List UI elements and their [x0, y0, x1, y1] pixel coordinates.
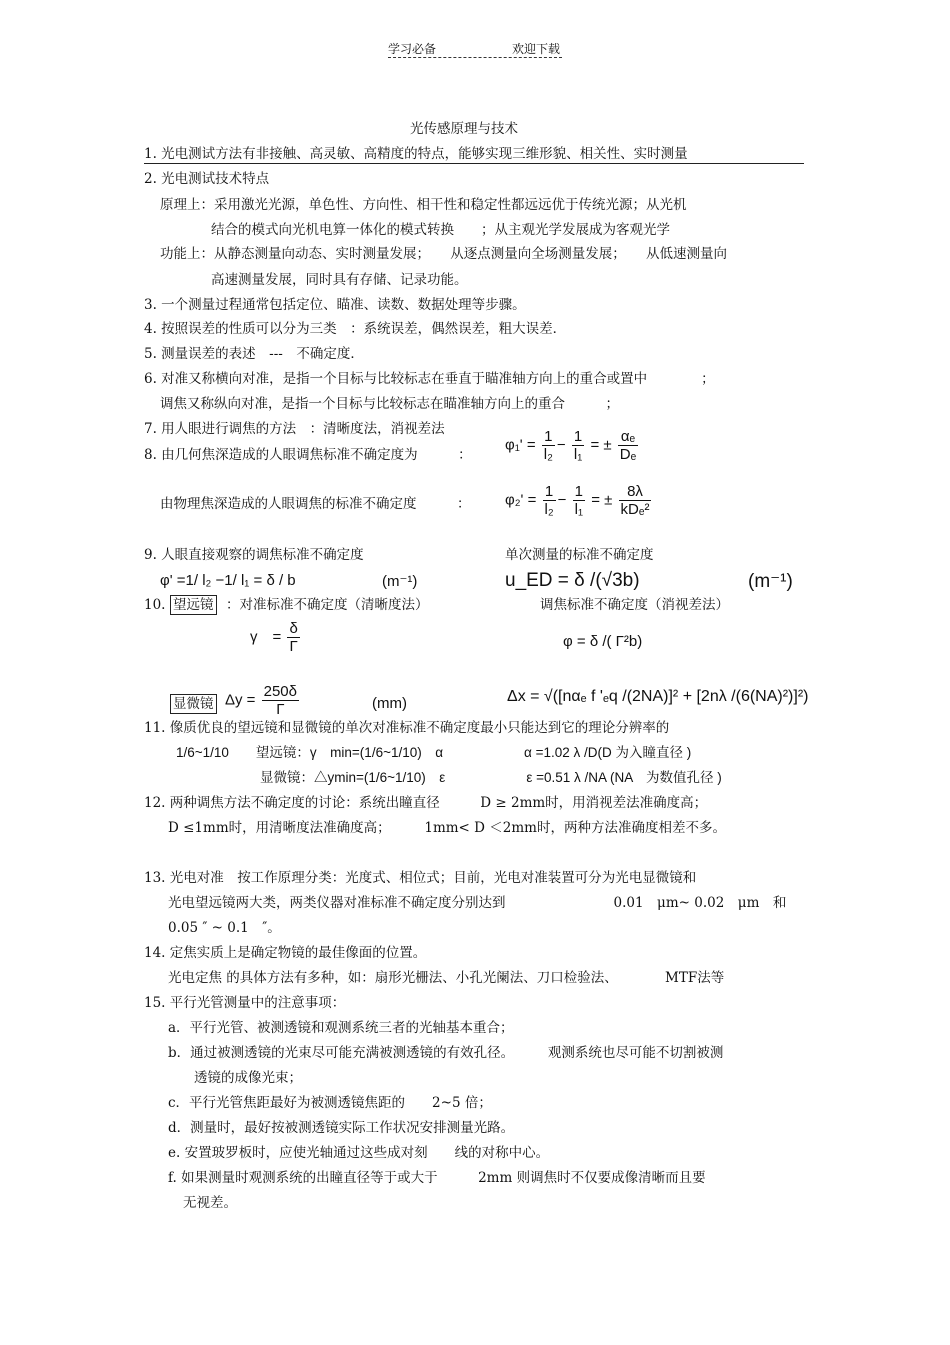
header-left: 学习必备 — [388, 42, 437, 56]
formula-9a-unit: (m⁻¹) — [382, 573, 418, 590]
formula-9b: u_ED = δ /(√3b) — [505, 570, 640, 591]
item-15b: b．通过被测透镜的光束尽可能充满被测透镜的有效孔径。 观测系统也尽可能不切割被测 — [168, 1045, 724, 1061]
item-1: 1. 光电测试方法有非接触、高灵敏、高精度的特点，能够实现三维形貌、相关性、实时测量 — [144, 145, 804, 164]
item-6a: 6. 对准又称横向对准，是指一个目标与比较标志在垂直于瞄准轴方向上的重合或置中 ； — [144, 371, 715, 387]
item-15c: c．平行光管焦距最好为被测透镜焦距的 2~5 倍； — [168, 1095, 492, 1111]
item-7: 7. 用人眼进行调焦的方法 ：清晰度法，消视差法 — [144, 421, 445, 437]
item-11-telescope: 1/6~1/10 望远镜：γ min=(1/6~1/10) α α =1.02 λ /D(D 为入瞳直径 ) — [176, 745, 692, 760]
item-11-microscope: 显微镜：△ymin=(1/6~1/10) ε ε =0.51 λ /NA (NA 为数值孔径 ) — [260, 770, 722, 785]
page-title: 光传感原理与技术 — [410, 121, 518, 137]
formula-10c: Δy = $\frac{250\delta}{\Gamma}$ — [225, 683, 298, 718]
item-15: 15. 平行光管测量中的注意事项： — [144, 995, 346, 1011]
formula-8a: φ₁' = $\frac{1}{\text{l₂}}$ − $\frac{1}{\text{l₁}}$ = ± $\frac{\text{αₑ}}{\text{Dₑ}}$ — [505, 428, 637, 463]
item-2-function-cont: 高速测量发展，同时具有存储、记录功能。 — [211, 272, 468, 288]
item-10-num: 10. — [144, 597, 166, 613]
label-microscope: 显微镜 — [170, 694, 217, 714]
item-15a: a．平行光管、被测透镜和观测系统三者的光轴基本重合； — [168, 1020, 514, 1036]
item-2-principle: 原理上：采用激光光源，单色性、方向性、相干性和稳定性都远远优于传统光源；从光机 — [160, 197, 687, 213]
header-right: 欢迎下载 — [512, 42, 561, 56]
item-6b: 调焦又称纵向对准，是指一个目标与比较标志在瞄准轴方向上的重合 ； — [160, 396, 619, 412]
item-15e: e. 安置玻罗板时，应使光轴通过这些成对刻 线的对称中心。 — [168, 1145, 550, 1161]
item-13b: 光电望远镜两大类，两类仪器对准标准不确定度分别达到 0.01 μm~ 0.02 μm 和 — [168, 895, 787, 911]
formula-10d: Δx = √([nαₑ f 'ₑq /(2NA)]² + [2nλ /(6(NA)²)]²) — [507, 688, 809, 705]
item-13c: 0.05 ″ ~ 0.1 ″。 — [168, 920, 281, 936]
item-10-focus: 调焦标准不确定度（消视差法） — [540, 597, 729, 613]
item-9a: 9. 人眼直接观察的调焦标准不确定度 — [144, 547, 364, 563]
item-10-align: ：对准标准不确定度（清晰度法） — [226, 597, 429, 613]
formula-10b: φ = δ /( Γ²b) — [563, 633, 643, 650]
item-3: 3. 一个测量过程通常包括定位、瞄准、读数、数据处理等步骤。 — [144, 297, 526, 313]
formula-10a: γ = $\frac{\delta}{\Gamma}$ — [250, 620, 298, 655]
item-15f-cont: 无视差。 — [183, 1195, 237, 1211]
item-2-function: 功能上：从静态测量向动态、实时测量发展； 从逐点测量向全场测量发展； 从低速测量向 — [160, 246, 727, 262]
formula-9b-unit: (m⁻¹) — [748, 571, 793, 592]
item-15d: d．测量时，最好按被测透镜实际工作状况安排测量光路。 — [168, 1120, 515, 1136]
formula-8b: φ₂' = $\frac{1}{\text{l₂}}$ − $\frac{1}{\text{l₁}}$ = ± $\frac{8\lambda}{\text{kDₑ²}}$ — [505, 483, 650, 518]
item-15b-cont: 透镜的成像光束； — [194, 1070, 302, 1086]
item-14b: 光电定焦 的具体方法有多种，如：扇形光栅法、小孔光阑法、刀口检验法、 MTF法等 — [168, 970, 725, 986]
item-11: 11. 像质优良的望远镜和显微镜的单次对准标准不确定度最小只能达到它的理论分辨率的 — [144, 720, 670, 736]
item-14a: 14. 定焦实质上是确定物镜的最佳像面的位置。 — [144, 945, 427, 961]
header-rule — [388, 57, 562, 58]
item-8b: 由物理焦深造成的人眼调焦的标准不确定度 ： — [160, 496, 471, 512]
formula-10c-unit: (mm) — [372, 695, 407, 712]
item-8a: 8. 由几何焦深造成的人眼调焦标准不确定度为 ： — [144, 447, 472, 463]
item-15f: f. 如果测量时观测系统的出瞳直径等于或大于 2mm 则调焦时不仅要成像清晰而且要 — [168, 1170, 706, 1186]
item-13a: 13. 光电对准 按工作原理分类：光度式、相位式；目前，光电对准装置可分为光电显微镜和 — [144, 870, 697, 886]
item-4: 4. 按照误差的性质可以分为三类 ：系统误差，偶然误差，粗大误差． — [144, 321, 567, 337]
item-2-principle-cont: 结合的模式向光机电算一体化的模式转换 ；从主观光学发展成为客观光学 — [211, 222, 670, 238]
item-12b: D ≤1mm时，用清晰度法准确度高； 1mm< D ＜2mm时，两种方法准确度相差不多。 — [168, 820, 726, 836]
item-12a: 12. 两种调焦方法不确定度的讨论：系统出瞳直径 D ≥ 2mm时，用消视差法准确度高； — [144, 795, 708, 811]
item-9b: 单次测量的标准不确定度 — [505, 547, 654, 563]
formula-9a: φ' =1/ l₂ −1/ l₁ = δ / b — [160, 572, 296, 589]
item-5: 5. 测量误差的表述 --- 不确定度． — [144, 346, 364, 362]
item-2: 2. 光电测试技术特点 — [144, 171, 270, 187]
label-telescope: 望远镜 — [170, 595, 217, 615]
